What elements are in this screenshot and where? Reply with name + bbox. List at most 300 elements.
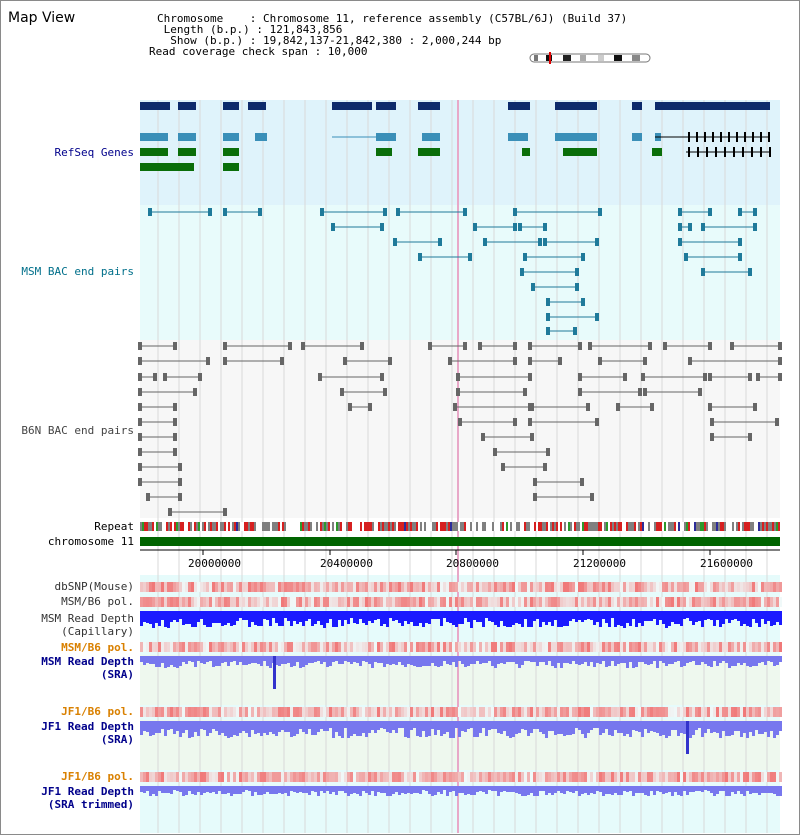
polymorphism-cell bbox=[452, 597, 455, 607]
read-depth-bar bbox=[365, 611, 368, 625]
polymorphism-cell bbox=[581, 642, 584, 652]
repeat-segment bbox=[326, 522, 328, 531]
polymorphism-cell bbox=[383, 642, 386, 652]
polymorphism-cell bbox=[590, 707, 593, 717]
repeat-segment bbox=[628, 522, 630, 531]
polymorphism-cell bbox=[659, 642, 662, 652]
polymorphism-cell bbox=[158, 772, 161, 782]
gene-block bbox=[178, 148, 196, 156]
polymorphism-cell bbox=[731, 597, 734, 607]
exon-mark bbox=[742, 147, 744, 157]
read-depth-bar bbox=[671, 721, 674, 730]
polymorphism-cell bbox=[605, 772, 608, 782]
polymorphism-cell bbox=[743, 642, 746, 652]
read-depth-bar bbox=[758, 611, 761, 627]
polymorphism-cell bbox=[506, 582, 509, 592]
polymorphism-cell bbox=[305, 772, 308, 782]
repeat-segment bbox=[606, 522, 608, 531]
read-depth-bar bbox=[554, 721, 557, 735]
polymorphism-cell bbox=[626, 707, 629, 717]
polymorphism-cell bbox=[761, 642, 764, 652]
polymorphism-cell bbox=[719, 597, 722, 607]
read-depth-bar bbox=[611, 786, 614, 795]
polymorphism-cell bbox=[668, 772, 671, 782]
read-depth-bar bbox=[302, 611, 305, 626]
polymorphism-cell bbox=[644, 597, 647, 607]
read-depth-bar bbox=[392, 786, 395, 794]
read-depth-bar bbox=[602, 656, 605, 661]
read-depth-bar bbox=[302, 786, 305, 793]
read-depth-bar bbox=[665, 786, 668, 793]
read-depth-bar bbox=[734, 786, 737, 794]
read-depth-bar bbox=[740, 721, 743, 737]
read-depth-bar bbox=[326, 656, 329, 667]
repeat-segment bbox=[506, 522, 508, 531]
read-depth-bar bbox=[431, 656, 434, 663]
polymorphism-cell bbox=[473, 597, 476, 607]
polymorphism-cell bbox=[614, 707, 617, 717]
polymorphism-cell bbox=[164, 642, 167, 652]
polymorphism-cell bbox=[548, 597, 551, 607]
polymorphism-cell bbox=[188, 597, 191, 607]
repeat-segment bbox=[776, 522, 778, 531]
b6n-bac-pair bbox=[558, 357, 562, 365]
read-depth-bar bbox=[575, 611, 578, 622]
track-label-jf1-depth-trimmed[interactable]: JF1 Read Depth bbox=[41, 785, 134, 798]
read-depth-bar bbox=[446, 656, 449, 664]
b6n-bac-pair bbox=[501, 463, 505, 471]
repeat-segment bbox=[226, 522, 228, 531]
repeat-segment bbox=[726, 522, 728, 531]
polymorphism-cell bbox=[764, 642, 767, 652]
read-depth-bar bbox=[656, 656, 659, 668]
read-depth-bar bbox=[671, 611, 674, 622]
polymorphism-cell bbox=[410, 582, 413, 592]
polymorphism-cell bbox=[716, 642, 719, 652]
read-depth-spike bbox=[273, 656, 276, 689]
read-depth-bar bbox=[566, 786, 569, 791]
repeat-segment bbox=[364, 522, 366, 531]
polymorphism-cell bbox=[692, 642, 695, 652]
read-depth-bar bbox=[476, 721, 479, 737]
read-depth-bar bbox=[533, 786, 536, 796]
polymorphism-cell bbox=[491, 772, 494, 782]
polymorphism-cell bbox=[737, 582, 740, 592]
read-depth-bar bbox=[434, 611, 437, 619]
polymorphism-cell bbox=[296, 642, 299, 652]
read-depth-bar bbox=[695, 656, 698, 665]
polymorphism-cell bbox=[560, 582, 563, 592]
polymorphism-cell bbox=[395, 597, 398, 607]
b6n-bac-pair bbox=[710, 418, 714, 426]
track-label-dbsnp[interactable]: dbSNP(Mouse) bbox=[54, 580, 134, 593]
polymorphism-cell bbox=[212, 707, 215, 717]
polymorphism-cell bbox=[200, 772, 203, 782]
msm-bac-pair bbox=[468, 253, 472, 261]
repeat-segment bbox=[586, 522, 588, 531]
polymorphism-cell bbox=[236, 772, 239, 782]
read-depth-bar bbox=[623, 786, 626, 791]
repeat-segment bbox=[652, 522, 654, 531]
read-depth-bar bbox=[470, 611, 473, 628]
read-depth-bar bbox=[200, 721, 203, 729]
polymorphism-cell bbox=[215, 642, 218, 652]
read-depth-bar bbox=[539, 721, 542, 732]
repeat-segment bbox=[190, 522, 192, 531]
polymorphism-cell bbox=[266, 582, 269, 592]
read-depth-bar bbox=[731, 656, 734, 666]
polymorphism-cell bbox=[404, 582, 407, 592]
read-depth-bar bbox=[734, 656, 737, 666]
read-depth-bar bbox=[551, 786, 554, 795]
track-label-repeat[interactable]: Repeat bbox=[94, 520, 134, 533]
read-depth-bar bbox=[590, 786, 593, 793]
track-label-msm-depth-sra[interactable]: MSM Read Depth bbox=[41, 655, 134, 668]
read-depth-bar bbox=[578, 656, 581, 665]
polymorphism-cell bbox=[347, 642, 350, 652]
read-depth-bar bbox=[578, 611, 581, 620]
repeat-segment bbox=[614, 522, 616, 531]
read-depth-bar bbox=[563, 611, 566, 626]
read-depth-bar bbox=[188, 656, 191, 661]
polymorphism-cell bbox=[236, 707, 239, 717]
repeat-segment bbox=[704, 522, 706, 531]
track-label-msm-b6-pol[interactable]: MSM/B6 pol. bbox=[61, 595, 134, 608]
polymorphism-cell bbox=[194, 772, 197, 782]
polymorphism-cell bbox=[539, 707, 542, 717]
read-depth-bar bbox=[560, 656, 563, 668]
polymorphism-cell bbox=[389, 707, 392, 717]
polymorphism-cell bbox=[545, 582, 548, 592]
read-depth-bar bbox=[413, 786, 416, 793]
polymorphism-cell bbox=[374, 707, 377, 717]
read-depth-bar bbox=[494, 721, 497, 729]
read-depth-bar bbox=[590, 611, 593, 620]
read-depth-bar bbox=[773, 721, 776, 738]
repeat-segment bbox=[228, 522, 230, 531]
b6n-bac-pair bbox=[616, 403, 620, 411]
msm-bac-pair bbox=[463, 208, 467, 216]
read-depth-bar bbox=[464, 611, 467, 618]
repeat-segment bbox=[370, 522, 372, 531]
read-depth-bar bbox=[296, 786, 299, 793]
read-depth-bar bbox=[407, 721, 410, 738]
polymorphism-cell bbox=[191, 772, 194, 782]
read-depth-bar bbox=[401, 721, 404, 728]
read-depth-bar bbox=[245, 721, 248, 733]
repeat-segment bbox=[578, 522, 580, 531]
polymorphism-cell bbox=[686, 772, 689, 782]
polymorphism-cell bbox=[140, 707, 143, 717]
read-depth-bar bbox=[701, 721, 704, 737]
polymorphism-cell bbox=[326, 597, 329, 607]
b6n-bac-pair bbox=[138, 373, 142, 381]
read-depth-bar bbox=[302, 721, 305, 732]
read-depth-bar bbox=[350, 656, 353, 664]
polymorphism-cell bbox=[281, 582, 284, 592]
exon-mark bbox=[720, 132, 722, 142]
polymorphism-cell bbox=[557, 642, 560, 652]
polymorphism-cell bbox=[584, 597, 587, 607]
repeat-segment bbox=[242, 522, 244, 531]
polymorphism-cell bbox=[602, 707, 605, 717]
read-depth-bar bbox=[569, 786, 572, 792]
read-depth-bar bbox=[773, 786, 776, 794]
polymorphism-cell bbox=[494, 597, 497, 607]
gene-block bbox=[376, 148, 392, 156]
polymorphism-cell bbox=[257, 642, 260, 652]
polymorphism-cell bbox=[302, 707, 305, 717]
read-depth-bar bbox=[392, 611, 395, 621]
read-depth-bar bbox=[641, 611, 644, 626]
read-depth-bar bbox=[728, 786, 731, 796]
read-depth-bar bbox=[341, 656, 344, 664]
read-depth-bar bbox=[218, 611, 221, 623]
polymorphism-cell bbox=[689, 707, 692, 717]
polymorphism-cell bbox=[152, 772, 155, 782]
polymorphism-cell bbox=[275, 707, 278, 717]
read-depth-bar bbox=[635, 721, 638, 731]
polymorphism-cell bbox=[179, 582, 182, 592]
read-depth-bar bbox=[605, 611, 608, 623]
repeat-segment bbox=[308, 522, 310, 531]
polymorphism-cell bbox=[311, 707, 314, 717]
polymorphism-cell bbox=[140, 772, 143, 782]
read-depth-bar bbox=[281, 721, 284, 730]
polymorphism-cell bbox=[527, 597, 530, 607]
repeat-segment bbox=[644, 522, 646, 531]
polymorphism-cell bbox=[596, 707, 599, 717]
read-depth-bar bbox=[605, 656, 608, 667]
read-depth-bar bbox=[722, 611, 725, 624]
read-depth-bar bbox=[341, 611, 344, 626]
read-depth-bar bbox=[767, 721, 770, 737]
polymorphism-cell bbox=[230, 582, 233, 592]
repeat-segment bbox=[256, 522, 258, 531]
track-label-jf1-b6-pol[interactable]: JF1/B6 pol. bbox=[61, 705, 134, 718]
repeat-segment bbox=[346, 522, 348, 531]
polymorphism-cell bbox=[206, 642, 209, 652]
repeat-segment bbox=[522, 522, 524, 531]
polymorphism-cell bbox=[551, 707, 554, 717]
polymorphism-cell bbox=[608, 642, 611, 652]
polymorphism-cell bbox=[311, 772, 314, 782]
polymorphism-cell bbox=[185, 642, 188, 652]
read-depth-bar bbox=[650, 656, 653, 664]
read-depth-bar bbox=[632, 786, 635, 796]
read-depth-bar bbox=[653, 786, 656, 795]
polymorphism-cell bbox=[407, 597, 410, 607]
repeat-segment bbox=[672, 522, 674, 531]
polymorphism-cell bbox=[449, 597, 452, 607]
read-depth-bar bbox=[284, 656, 287, 664]
b6n-bac-pair bbox=[730, 342, 734, 350]
b6n-bac-pair bbox=[456, 373, 460, 381]
polymorphism-cell bbox=[428, 772, 431, 782]
repeat-segment bbox=[622, 522, 624, 531]
repeat-segment bbox=[348, 522, 350, 531]
read-depth-bar bbox=[278, 786, 281, 793]
repeat-segment bbox=[424, 522, 426, 531]
repeat-segment bbox=[202, 522, 204, 531]
read-depth-bar bbox=[500, 611, 503, 621]
polymorphism-cell bbox=[635, 772, 638, 782]
read-depth-bar bbox=[728, 611, 731, 623]
polymorphism-cell bbox=[200, 707, 203, 717]
polymorphism-cell bbox=[656, 582, 659, 592]
read-depth-bar bbox=[359, 611, 362, 619]
read-depth-bar bbox=[257, 721, 260, 733]
polymorphism-cell bbox=[173, 582, 176, 592]
polymorphism-cell bbox=[269, 597, 272, 607]
read-depth-bar bbox=[731, 721, 734, 735]
polymorphism-cell bbox=[257, 772, 260, 782]
read-depth-bar bbox=[320, 611, 323, 625]
polymorphism-cell bbox=[344, 597, 347, 607]
read-depth-bar bbox=[644, 611, 647, 621]
polymorphism-cell bbox=[692, 597, 695, 607]
polymorphism-cell bbox=[164, 597, 167, 607]
read-depth-bar bbox=[248, 786, 251, 791]
polymorphism-cell bbox=[290, 707, 293, 717]
repeat-segment bbox=[342, 522, 344, 531]
read-depth-bar bbox=[725, 611, 728, 619]
read-depth-bar bbox=[542, 721, 545, 734]
read-depth-bar bbox=[461, 786, 464, 793]
polymorphism-cell bbox=[359, 597, 362, 607]
read-depth-bar bbox=[329, 611, 332, 619]
repeat-segment bbox=[468, 522, 470, 531]
exon-mark bbox=[688, 147, 690, 157]
polymorphism-cell bbox=[302, 772, 305, 782]
b6n-bac-pair bbox=[578, 388, 582, 396]
polymorphism-cell bbox=[746, 642, 749, 652]
b6n-bac-pair bbox=[458, 418, 462, 426]
polymorphism-cell bbox=[362, 582, 365, 592]
polymorphism-cell bbox=[449, 772, 452, 782]
polymorphism-cell bbox=[146, 582, 149, 592]
ideogram-band bbox=[632, 55, 640, 61]
read-depth-bar bbox=[638, 656, 641, 662]
b6n-bac-pair bbox=[340, 388, 344, 396]
read-depth-bar bbox=[185, 656, 188, 664]
read-depth-bar bbox=[380, 721, 383, 728]
polymorphism-cell bbox=[320, 597, 323, 607]
read-depth-bar bbox=[497, 786, 500, 796]
polymorphism-cell bbox=[215, 772, 218, 782]
read-depth-bar bbox=[512, 721, 515, 737]
read-depth-bar bbox=[482, 656, 485, 663]
read-depth-bar bbox=[332, 611, 335, 627]
read-depth-bar bbox=[533, 611, 536, 621]
read-depth-bar bbox=[224, 611, 227, 625]
read-depth-bar bbox=[488, 656, 491, 661]
repeat-segment bbox=[770, 522, 772, 531]
repeat-segment bbox=[732, 522, 734, 531]
polymorphism-cell bbox=[758, 597, 761, 607]
polymorphism-cell bbox=[440, 597, 443, 607]
polymorphism-cell bbox=[383, 597, 386, 607]
read-depth-bar bbox=[629, 656, 632, 662]
read-depth-bar bbox=[620, 611, 623, 626]
repeat-segment bbox=[688, 522, 690, 531]
polymorphism-cell bbox=[212, 597, 215, 607]
b6n-bac-pair bbox=[710, 433, 714, 441]
polymorphism-cell bbox=[407, 642, 410, 652]
polymorphism-cell bbox=[611, 707, 614, 717]
b6n-bac-pair bbox=[138, 342, 142, 350]
read-depth-bar bbox=[173, 786, 176, 790]
read-depth-bar bbox=[680, 721, 683, 733]
polymorphism-cell bbox=[539, 597, 542, 607]
read-depth-bar bbox=[611, 721, 614, 736]
read-depth-bar bbox=[578, 721, 581, 730]
track-label-jf1-depth-sra[interactable]: JF1 Read Depth bbox=[41, 720, 134, 733]
track-label-jf1-b6-pol-2[interactable]: JF1/B6 pol. bbox=[61, 770, 134, 783]
read-depth-bar bbox=[692, 721, 695, 735]
polymorphism-cell bbox=[632, 582, 635, 592]
polymorphism-cell bbox=[188, 707, 191, 717]
polymorphism-cell bbox=[356, 642, 359, 652]
polymorphism-cell bbox=[548, 642, 551, 652]
repeat-segment bbox=[210, 522, 212, 531]
repeat-segment bbox=[336, 522, 338, 531]
read-depth-bar bbox=[716, 786, 719, 794]
polymorphism-cell bbox=[320, 582, 323, 592]
repeat-segment bbox=[512, 522, 514, 531]
polymorphism-cell bbox=[761, 597, 764, 607]
track-label-msm-b6-pol-2[interactable]: MSM/B6 pol. bbox=[61, 641, 134, 654]
polymorphism-cell bbox=[146, 707, 149, 717]
polymorphism-cell bbox=[509, 642, 512, 652]
repeat-segment bbox=[230, 522, 232, 531]
polymorphism-cell bbox=[575, 582, 578, 592]
polymorphism-cell bbox=[173, 642, 176, 652]
read-depth-bar bbox=[197, 786, 200, 792]
track-label-refseq[interactable]: RefSeq Genes bbox=[54, 146, 134, 159]
repeat-segment bbox=[750, 522, 752, 531]
polymorphism-cell bbox=[740, 642, 743, 652]
repeat-segment bbox=[298, 522, 300, 531]
polymorphism-cell bbox=[323, 597, 326, 607]
repeat-segment bbox=[708, 522, 710, 531]
polymorphism-cell bbox=[770, 707, 773, 717]
read-depth-bar bbox=[668, 656, 671, 664]
msm-bac-pair bbox=[396, 208, 400, 216]
track-label-msm-depth-capillary[interactable]: MSM Read Depth bbox=[41, 612, 134, 625]
repeat-segment bbox=[490, 522, 492, 531]
read-depth-bar bbox=[176, 656, 179, 668]
read-depth-bar bbox=[314, 786, 317, 792]
b6n-bac-pair bbox=[598, 357, 602, 365]
polymorphism-cell bbox=[239, 707, 242, 717]
repeat-segment bbox=[602, 522, 604, 531]
polymorphism-cell bbox=[767, 582, 770, 592]
polymorphism-cell bbox=[233, 707, 236, 717]
read-depth-bar bbox=[254, 656, 257, 663]
polymorphism-cell bbox=[593, 707, 596, 717]
track-label-b6n-bac[interactable]: B6N BAC end pairs bbox=[21, 424, 134, 437]
polymorphism-cell bbox=[584, 582, 587, 592]
read-depth-bar bbox=[680, 611, 683, 626]
polymorphism-cell bbox=[455, 582, 458, 592]
repeat-segment bbox=[738, 522, 740, 531]
polymorphism-cell bbox=[653, 582, 656, 592]
read-depth-bar bbox=[740, 786, 743, 794]
read-depth-bar bbox=[443, 721, 446, 734]
polymorphism-cell bbox=[596, 772, 599, 782]
track-label-msm-bac[interactable]: MSM BAC end pairs bbox=[21, 265, 134, 278]
